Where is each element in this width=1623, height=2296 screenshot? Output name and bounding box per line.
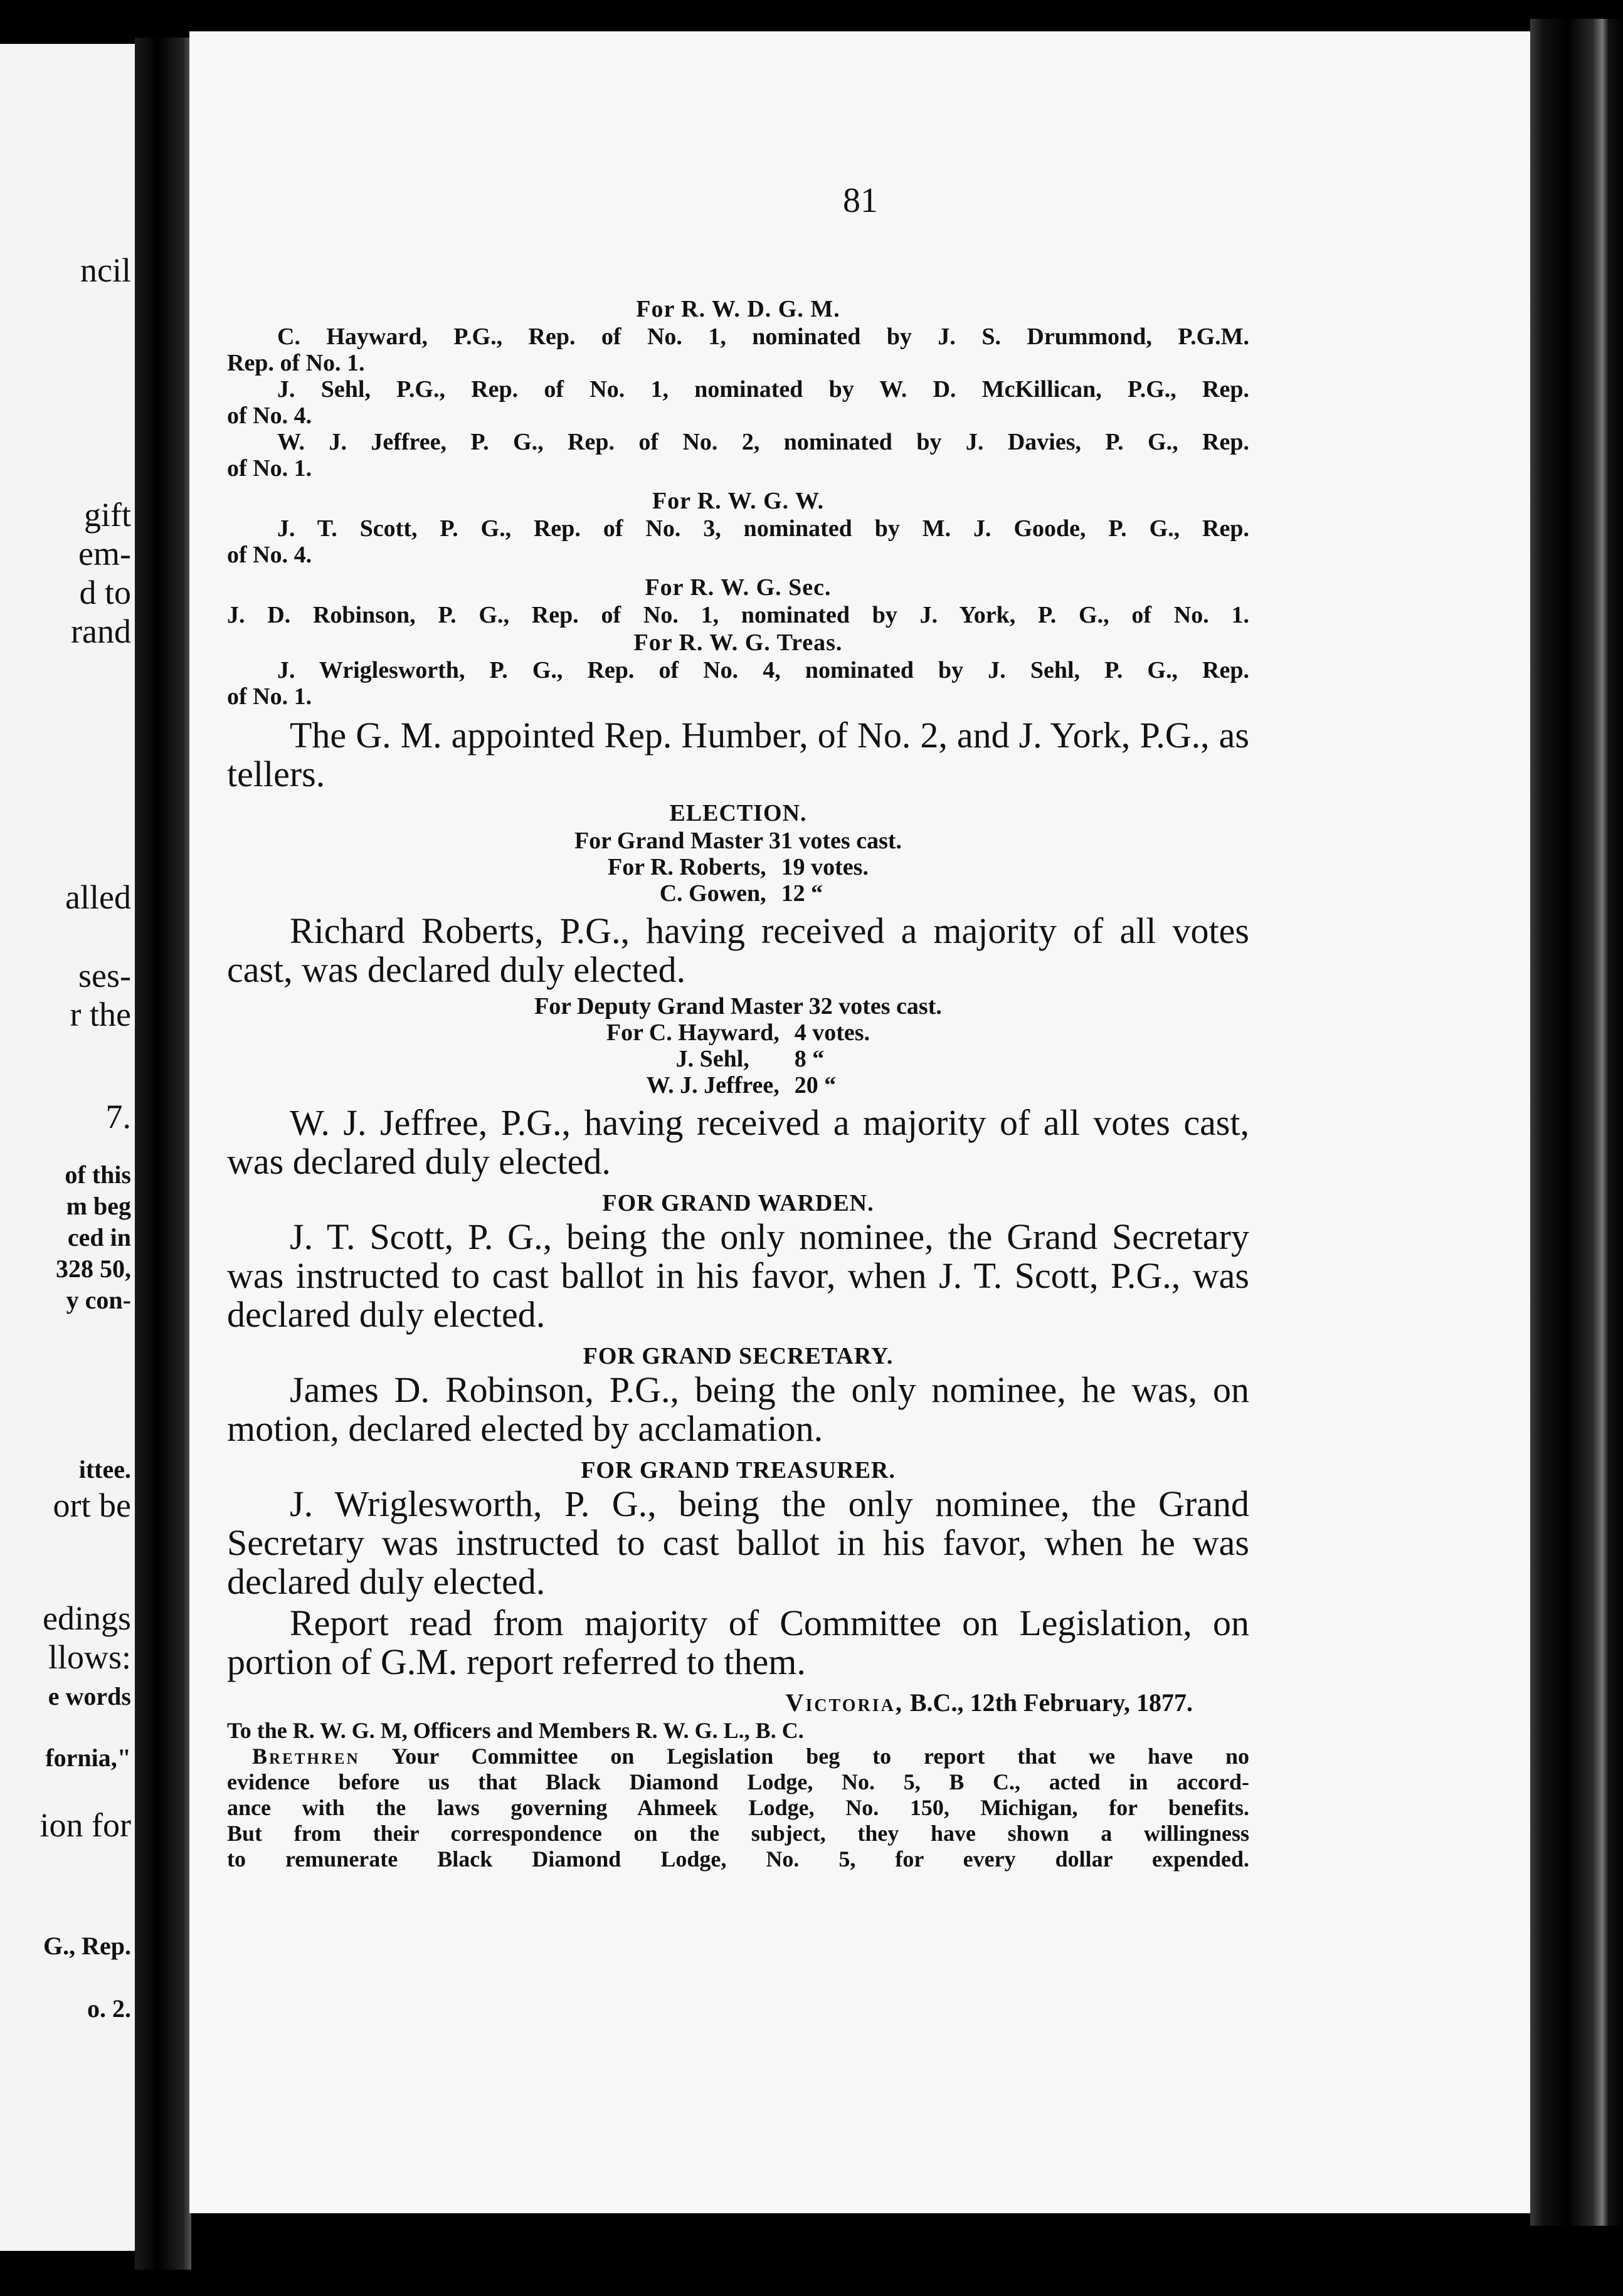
vote-row <box>599 1072 877 1098</box>
fragment-text: ncil <box>80 251 131 289</box>
nomination-line: of No. 1. <box>227 683 312 710</box>
gm-result-paragraph: Richard Roberts, P.G., having received a majority of all votes cast, was declared duly elected. <box>227 910 1249 990</box>
candidate-name: For R. Roberts, <box>608 854 766 880</box>
facing-page-fragment <box>0 44 135 2251</box>
fragment-text: llows: <box>48 1638 131 1676</box>
fragment-text: G., Rep. <box>43 1932 131 1960</box>
fragment-text: ses- <box>78 957 131 994</box>
nomination-line: W. J. Jeffree, P. G., Rep. of No. 2, nominated by J. Davies, P. G., Rep. <box>277 429 1249 455</box>
fragment-text: ort be <box>53 1487 131 1524</box>
candidate-name: W. J. Jeffree, <box>646 1072 780 1098</box>
dgm-vote-table <box>599 1019 877 1098</box>
book-edge <box>1530 19 1623 2226</box>
letter-line: evidence before us that Black Diamond Lodge, No. 5, B C., acted in accord- <box>227 1769 1249 1794</box>
letter-line: to remunerate Black Diamond Lodge, No. 5, for every dollar expended. <box>227 1846 1249 1872</box>
vote-row <box>600 880 876 907</box>
fragment-text: ittee. <box>78 1455 131 1483</box>
fragment-text: y con- <box>66 1286 131 1314</box>
candidate-votes: 8 “ <box>794 1046 825 1072</box>
salutation: To the R. W. G. M, Officers and Members R. W. G. L., B. C. <box>227 1718 804 1743</box>
deputy-grand-master-votes <box>227 993 1249 1098</box>
nomination-line: J. Wriglesworth, P. G., Rep. of No. 4, nominated by J. Sehl, P. G., Rep. <box>277 657 1249 683</box>
letter-line <box>227 1744 1249 1769</box>
nomination-line: J. T. Scott, P. G., Rep. of No. 3, nominated by M. J. Goode, P. G., Rep. <box>277 515 1249 542</box>
page-81 <box>189 31 1531 2213</box>
heading-rwdgm: For R. W. D. G. M. <box>636 296 840 322</box>
heading-election: ELECTION. <box>669 800 807 826</box>
treasurer-paragraph: J. Wriglesworth, P. G., being the only nominee, the Grand Secretary was instructed to cast ballot in his favor, when he was declared duly elected. <box>227 1483 1249 1602</box>
fragment-text: gift <box>84 496 131 534</box>
nomination-line: of No. 1. <box>227 455 312 482</box>
candidate-votes: 20 “ <box>794 1072 837 1098</box>
fragment-text: ced in <box>67 1223 131 1251</box>
fragment-text: of this <box>65 1161 131 1189</box>
candidate-votes: 12 “ <box>781 880 823 907</box>
vote-row <box>600 854 876 880</box>
page-number: 81 <box>843 181 878 220</box>
fragment-text: ion for <box>40 1806 131 1844</box>
letter-line: ance with the laws governing Ahmeek Lodge, No. 150, Michigan, for benefits. <box>227 1795 1249 1820</box>
heading-grand-secretary: FOR GRAND SECRETARY. <box>583 1343 894 1369</box>
heading-rwgw: For R. W. G. W. <box>652 488 825 514</box>
dgm-result-paragraph: W. J. Jeffree, P.G., having received a majority of all votes cast, was declared duly elected. <box>227 1102 1249 1182</box>
dateline <box>227 1688 1249 1718</box>
dgm-votes-cast: For Deputy Grand Master 32 votes cast. <box>534 993 942 1019</box>
letter-opening: Brethren <box>252 1744 360 1769</box>
book-gutter <box>135 38 191 2270</box>
fragment-text: alled <box>65 878 131 916</box>
report-paragraph: Report read from majority of Committee on Legislation, on portion of G.M. report referred to them. <box>227 1603 1249 1682</box>
dateline-place: Victoria, <box>785 1688 904 1717</box>
vote-row <box>599 1046 877 1072</box>
fragment-text: edings <box>43 1599 131 1637</box>
page-content <box>227 295 1249 1872</box>
fragment-text: e words <box>48 1682 131 1710</box>
heading-grand-warden: FOR GRAND WARDEN. <box>602 1190 874 1216</box>
heading-rwgtreas: For R. W. G. Treas. <box>633 629 843 656</box>
candidate-votes: 19 votes. <box>781 854 869 880</box>
nomination-line: of No. 4. <box>227 403 312 429</box>
candidate-name: For C. Hayward, <box>606 1019 780 1046</box>
heading-grand-treasurer: FOR GRAND TREASURER. <box>581 1457 896 1483</box>
nomination-line: J. Sehl, P.G., Rep. of No. 1, nominated by W. D. McKillican, P.G., Rep. <box>277 376 1249 403</box>
gm-votes-cast: For Grand Master 31 votes cast. <box>574 828 902 854</box>
candidate-name: C. Gowen, <box>659 880 766 907</box>
fragment-text: o. 2. <box>87 1994 131 2023</box>
letter-text: Your Committee on Legislation beg to report that we have no <box>359 1744 1249 1769</box>
letter-line: But from their correspondence on the subject, they have shown a willingness <box>227 1821 1249 1846</box>
warden-paragraph: J. T. Scott, P. G., being the only nominee, the Grand Secretary was instructed to cast ballot in his favor, when J. T. Scott, P.G., was declared duly elected. <box>227 1216 1249 1335</box>
fragment-text: fornia," <box>45 1744 131 1772</box>
heading-rwgsec: For R. W. G. Sec. <box>645 574 832 601</box>
fragment-text: d to <box>79 574 131 611</box>
nomination-line: of No. 4. <box>227 542 312 568</box>
nomination-line: Rep. of No. 1. <box>227 350 365 376</box>
grand-master-votes <box>227 828 1249 907</box>
vote-row <box>599 1019 877 1046</box>
secretary-paragraph: James D. Robinson, P.G., being the only nominee, he was, on motion, declared elected by acclamation. <box>227 1369 1249 1449</box>
fragment-text: em- <box>78 535 131 572</box>
fragment-text: 328 50, <box>56 1255 131 1283</box>
gm-vote-table <box>600 854 876 907</box>
fragment-text: 7. <box>105 1098 131 1135</box>
tellers-paragraph: The G. M. appointed Rep. Humber, of No. 2, and J. York, P.G., as tellers. <box>227 715 1249 794</box>
fragment-text: m beg <box>66 1192 131 1220</box>
candidate-name: J. Sehl, <box>675 1046 749 1072</box>
dateline-date: B.C., 12th February, 1877. <box>903 1688 1193 1717</box>
candidate-votes: 4 votes. <box>794 1019 870 1046</box>
nomination-line: J. D. Robinson, P. G., Rep. of No. 1, nominated by J. York, P. G., of No. 1. <box>227 602 1249 628</box>
nomination-line: C. Hayward, P.G., Rep. of No. 1, nominated by J. S. Drummond, P.G.M. <box>277 324 1249 350</box>
fragment-text: r the <box>70 996 131 1033</box>
fragment-text: rand <box>71 613 131 650</box>
